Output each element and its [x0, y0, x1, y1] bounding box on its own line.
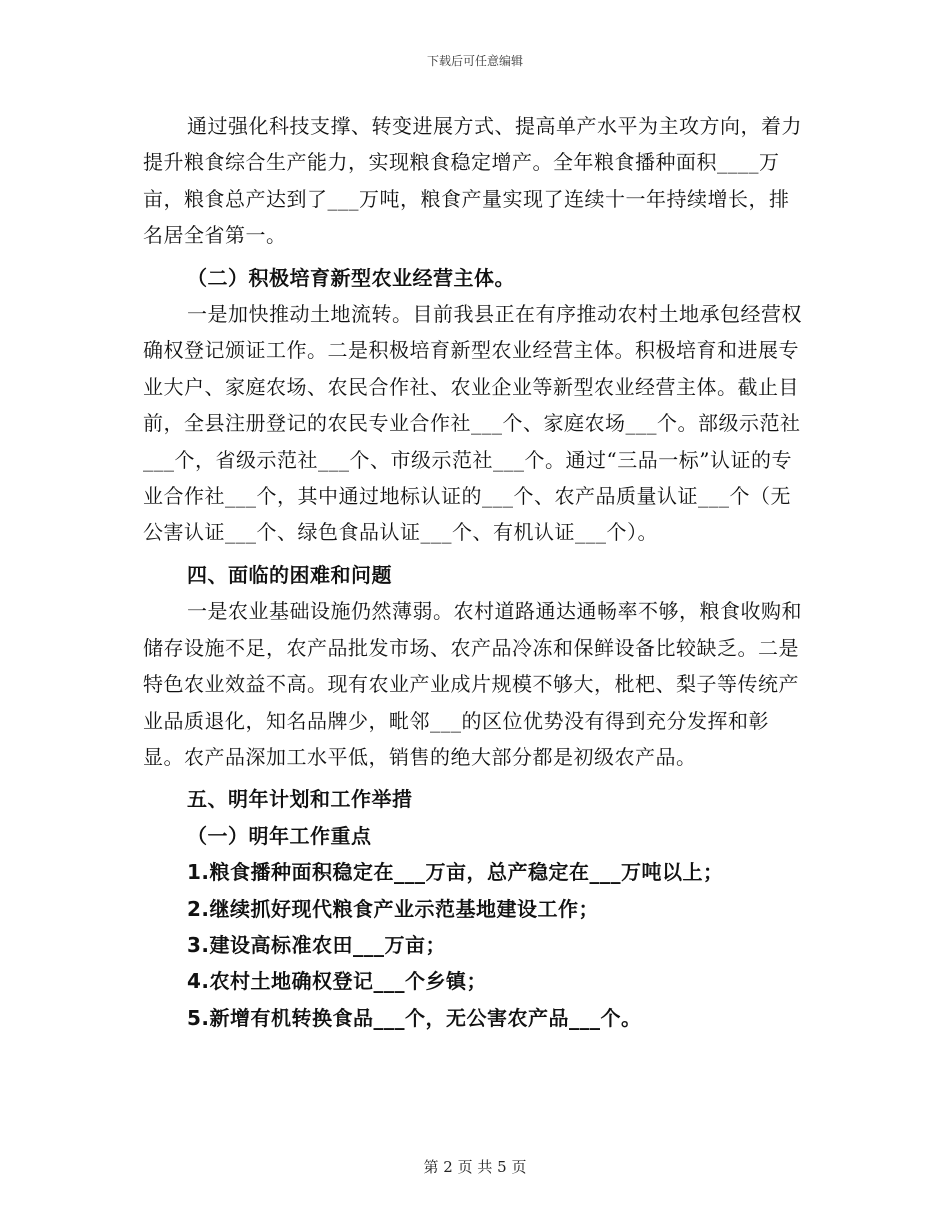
list-item: 1.粮食播种面积稳定在___万亩，总产稳定在___万吨以上；	[187, 860, 724, 885]
page-header: 下载后可任意编辑	[426, 54, 523, 68]
section-heading-new-agri-entities: （二）积极培育新型农业经营主体。	[187, 265, 515, 290]
list-item: 5.新增有机转换食品___个，无公害农产品___个。	[187, 1005, 642, 1030]
paragraph-difficulties: 一是农业基础设施仍然薄弱。农村道路通达通畅率不够，粮食收购和储存设施不足，农产品批发市场、农产品冷冻和保鲜设备比较缺乏。二是特色农业效益不高。现有农业产业成片规模不够大，枇杷、梨子等传统产业品质退化，知名品牌少，毗邻___的区位优势没有得到充分发挥和彰显。农产品深加工水平低，销售的绝大部分都是初级农产品。	[143, 599, 802, 769]
paragraph-grain-production: 通过强化科技支撑、转变进展方式、提高单产水平为主攻方向，着力提升粮食综合生产能力，实现粮食稳定增产。全年粮食播种面积____万亩，粮食总产达到了___万吨，粮食产量实现了连续十一年持续增长，排名居全省第一。	[143, 114, 802, 248]
section-heading-next-year-plan: 五、明年计划和工作举措	[187, 787, 413, 812]
paragraph-land-transfer: 一是加快推动土地流转。目前我县正在有序推动农村土地承包经营权确权登记颁证工作。二是积极培育新型农业经营主体。积极培育和进展专业大户、家庭农场、农民合作社、农业企业等新型农业经营主体。截止目前，全县注册登记的农民专业合作社___个、家庭农场___个。部级示范社___个，省级示范社___个、市级示范社___个。通过“三品一标”认证的专业合作社___个，其中通过地标认证的___个、农产品质量认证___个（无公害认证___个、绿色食品认证___个、有机认证___个）。	[143, 302, 802, 545]
list-item: 2.继续抓好现代粮食产业示范基地建设工作；	[187, 896, 600, 921]
page-number-footer: 第 2 页 共 5 页	[423, 1158, 527, 1176]
section-heading-difficulties: 四、面临的困难和问题	[187, 562, 392, 587]
list-item: 3.建设高标准农田___万亩；	[187, 932, 447, 957]
subsection-heading-work-focus: （一）明年工作重点	[187, 823, 372, 848]
document-body	[143, 108, 808, 1036]
list-item: 4.农村土地确权登记___个乡镇；	[187, 969, 488, 994]
